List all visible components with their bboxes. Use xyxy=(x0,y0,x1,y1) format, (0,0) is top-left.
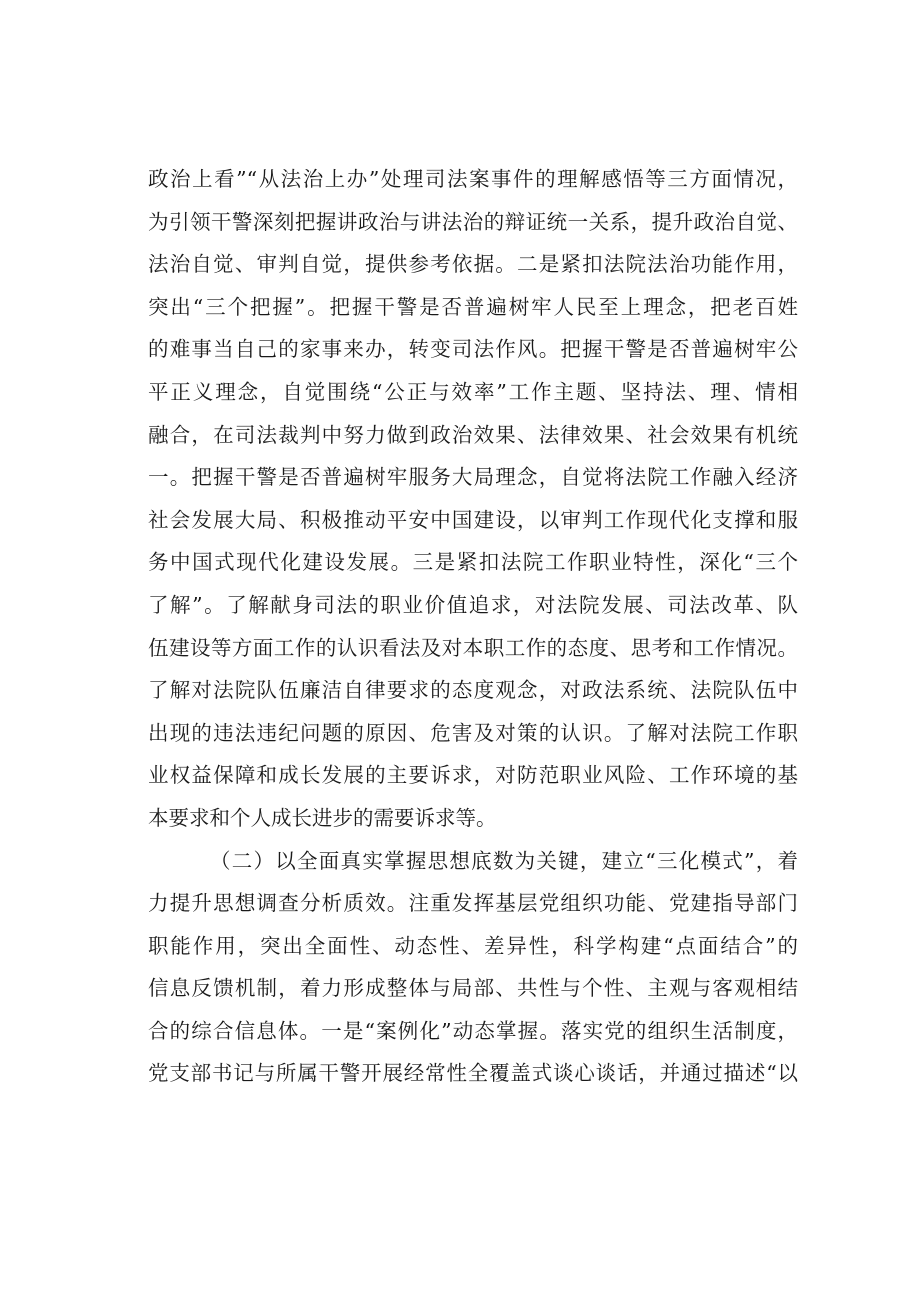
text-line: 突出“三个把握”。把握干警是否普遍树牢人民至上理念，把老百姓 xyxy=(148,294,798,319)
text-line: 职能作用，突出全面性、动态性、差异性，科学构建“点面结合”的 xyxy=(148,933,798,958)
text-line: 党支部书记与所属干警开展经常性全覆盖式谈心谈话，并通过描述“以 xyxy=(148,1061,798,1086)
text-line: （二）以全面真实掌握思想底数为关键，建立“三化模式”，着 xyxy=(210,848,798,873)
paragraph-2 xyxy=(148,840,798,1096)
text-line: 政治上看”“从法治上办”处理司法案事件的理解感悟等三方面情况， xyxy=(148,167,798,191)
text-line: 融合，在司法裁判中努力做到政治效果、法律效果、社会效果有机统 xyxy=(148,422,798,447)
paragraph-1 xyxy=(148,158,798,840)
text-line: 的难事当自己的家事来办，转变司法作风。把握干警是否普遍树牢公 xyxy=(148,337,798,362)
text-line: 伍建设等方面工作的认识看法及对本职工作的态度、思考和工作情况。 xyxy=(148,635,798,660)
text-line: 出现的违法违纪问题的原因、危害及对策的认识。了解对法院工作职 xyxy=(148,720,798,745)
text-line: 力提升思想调查分析质效。注重发挥基层党组织功能、党建指导部门 xyxy=(148,891,798,916)
text-line: 合的综合信息体。一是“案例化”动态掌握。落实党的组织生活制度， xyxy=(148,1018,798,1043)
text-line: 了解”。了解献身司法的职业价值追求，对法院发展、司法改革、队 xyxy=(148,592,798,617)
text-line: 社会发展大局、积极推动平安中国建设，以审判工作现代化支撑和服 xyxy=(148,507,798,532)
text-line: 务中国式现代化建设发展。三是紧扣法院工作职业特性，深化“三个 xyxy=(148,550,798,575)
text-line: 信息反馈机制，着力形成整体与局部、共性与个性、主观与客观相结 xyxy=(148,976,798,1001)
text-line: 本要求和个人成长进步的需要诉求等。 xyxy=(148,805,497,830)
body-text xyxy=(148,158,798,1095)
text-line: 业权益保障和成长发展的主要诉求，对防范职业风险、工作环境的基 xyxy=(148,763,798,788)
text-line: 为引领干警深刻把握讲政治与讲法治的辩证统一关系，提升政治自觉、 xyxy=(148,209,798,234)
text-line: 法治自觉、审判自觉，提供参考依据。二是紧扣法院法治功能作用， xyxy=(148,252,798,277)
text-line: 平正义理念，自觉围绕“公正与效率”工作主题、坚持法、理、情相 xyxy=(148,379,798,404)
text-line: 了解对法院队伍廉洁自律要求的态度观念，对政法系统、法院队伍中 xyxy=(148,678,798,703)
text-line: 一。把握干警是否普遍树牢服务大局理念，自觉将法院工作融入经济 xyxy=(148,465,798,490)
